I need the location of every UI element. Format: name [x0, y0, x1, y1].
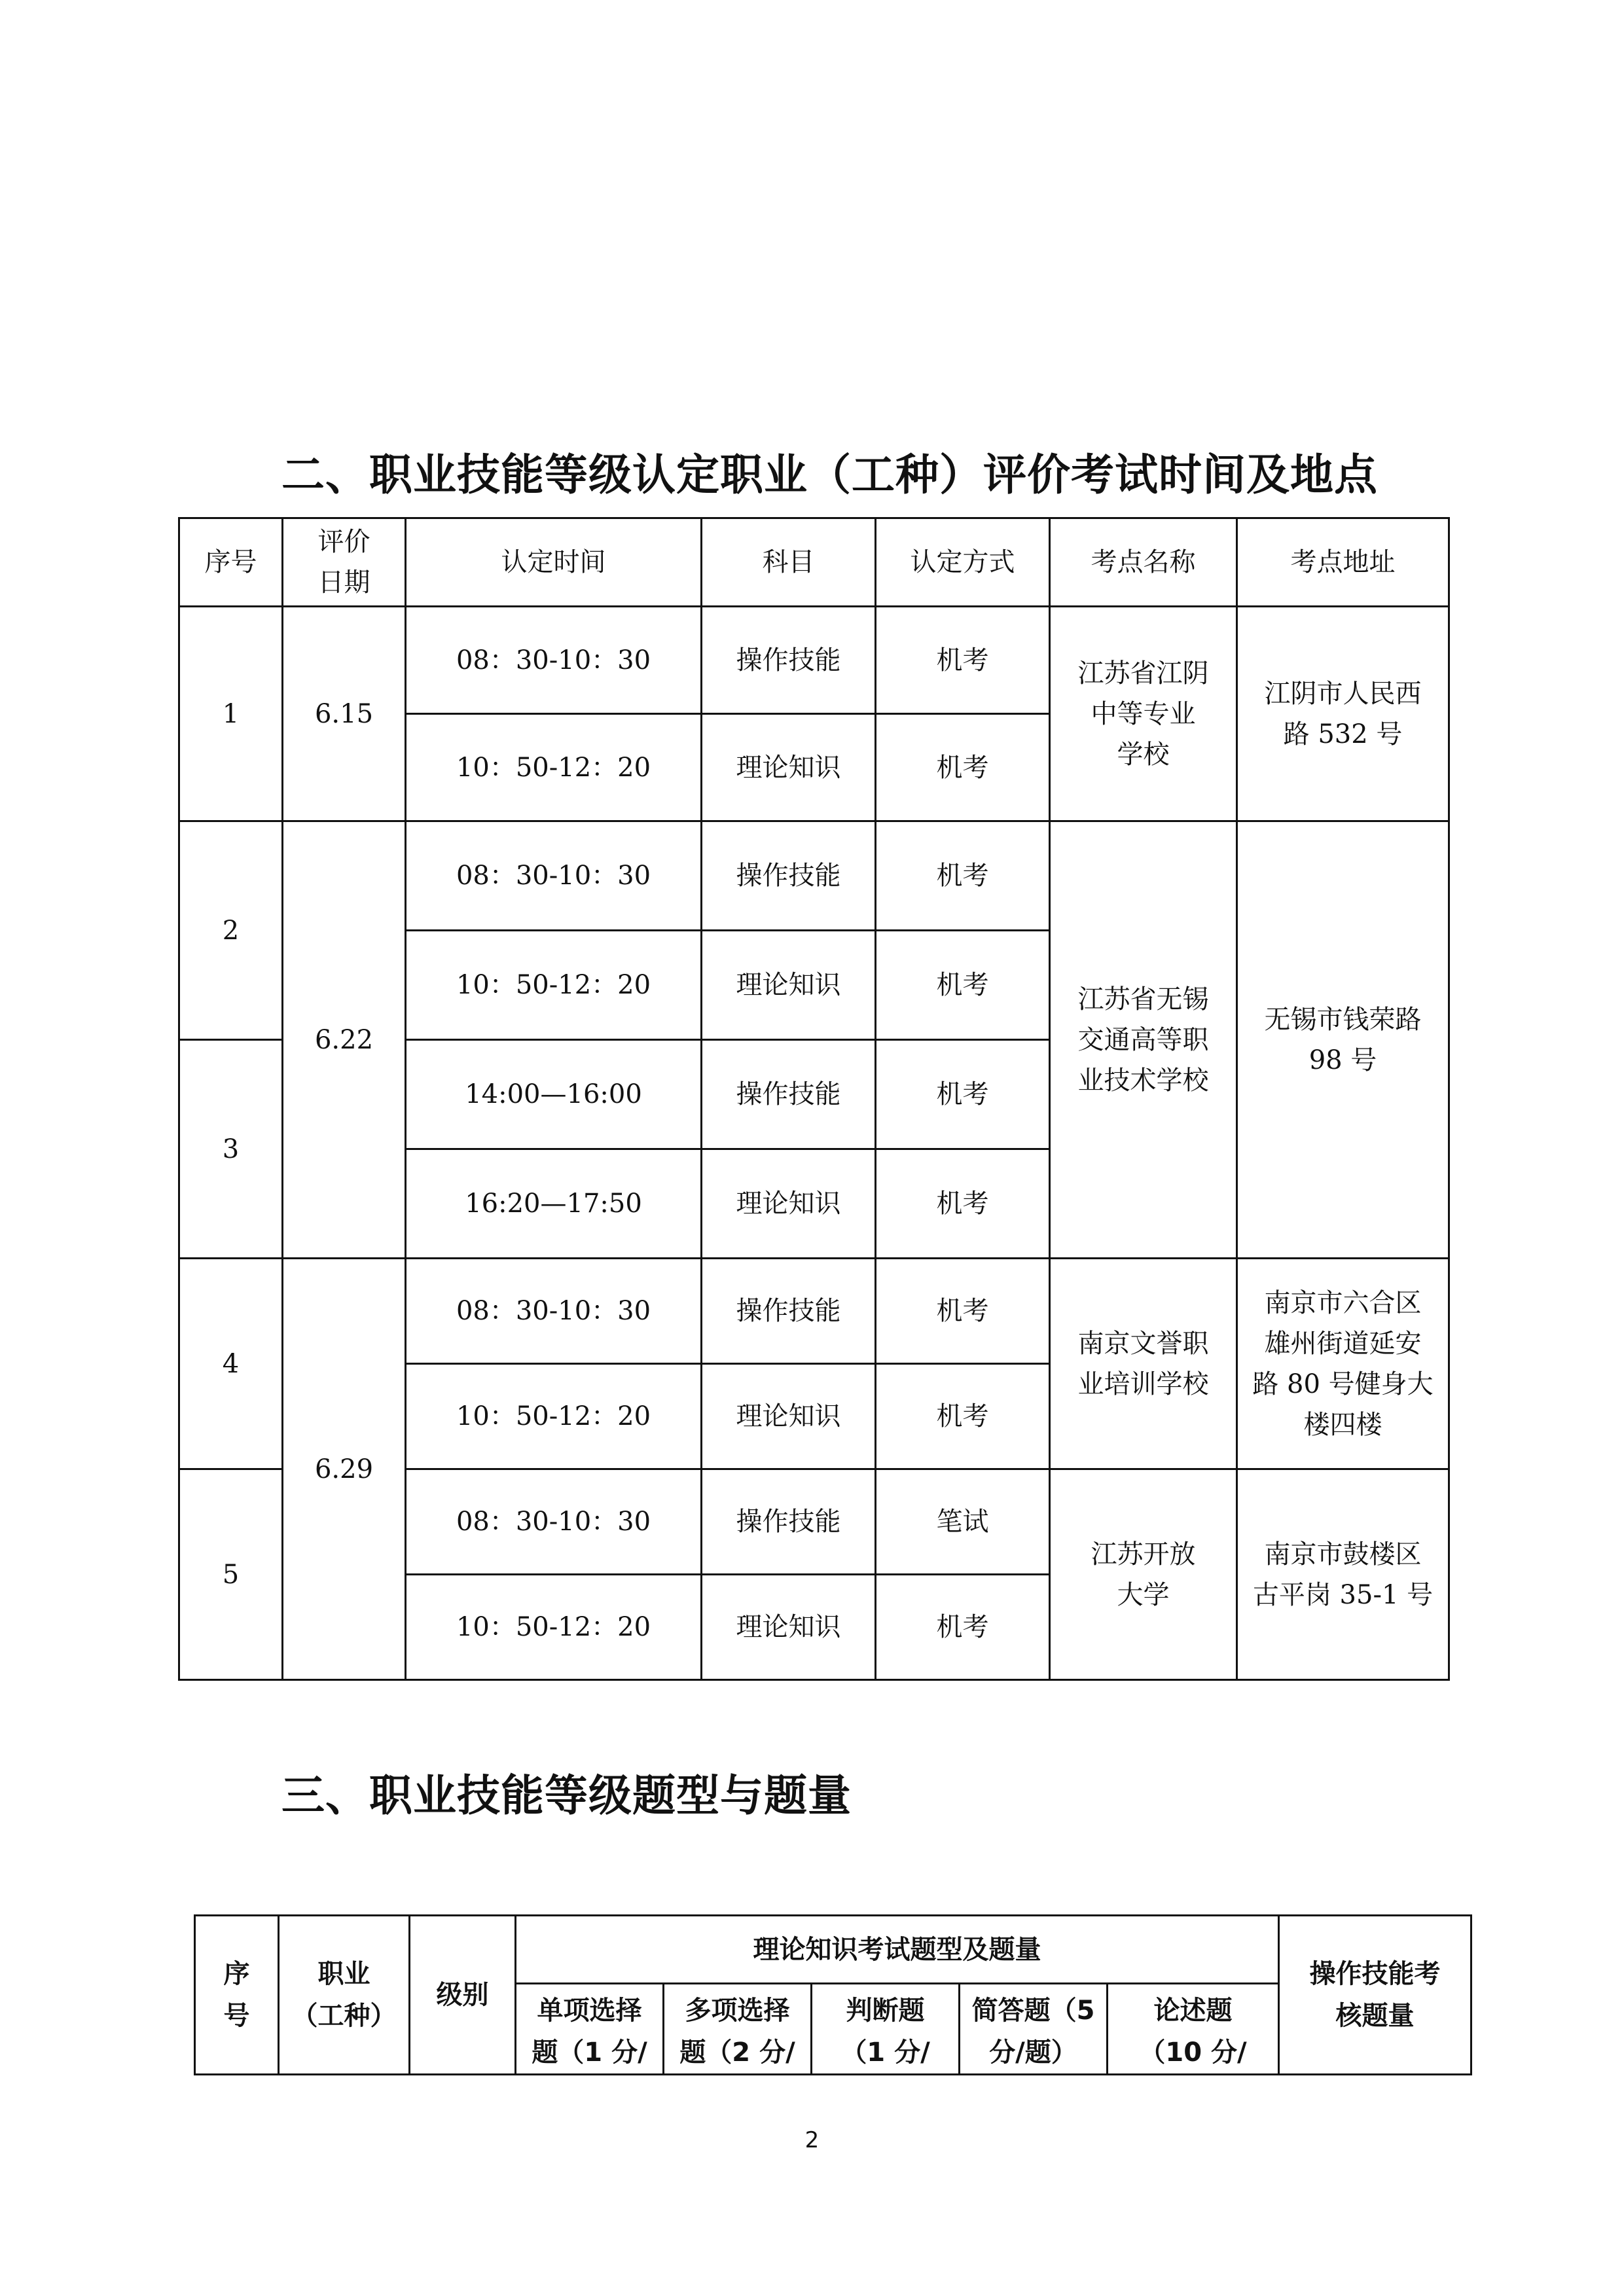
header-time: 认定时间 [406, 518, 702, 607]
seq-cell: 4 [179, 1259, 283, 1469]
seq-cell: 3 [179, 1040, 283, 1259]
subject-cell: 操作技能 [702, 1469, 876, 1575]
subject-cell: 理论知识 [702, 714, 876, 821]
seq-cell: 1 [179, 607, 283, 821]
header-short-answer: 简答题（5 分/题） [960, 1984, 1108, 2075]
header-true-false: 判断题 （1 分/ [812, 1984, 960, 2075]
header-subject: 科目 [702, 518, 876, 607]
mode-cell: 机考 [876, 931, 1050, 1040]
venue-name-cell: 江苏省江阴 中等专业 学校 [1050, 607, 1237, 821]
header-level: 级别 [410, 1916, 516, 2075]
mode-cell: 机考 [876, 714, 1050, 821]
section-2-title: 二、职业技能等级认定职业（工种）评价考试时间及地点 [281, 450, 1378, 500]
time-cell: 08：30-10：30 [406, 1469, 702, 1575]
subject-cell: 理论知识 [702, 1149, 876, 1259]
venue-address-cell: 无锡市钱荣路 98 号 [1237, 821, 1449, 1259]
time-cell: 10：50-12：20 [406, 1575, 702, 1680]
header-single-choice: 单项选择 题（1 分/ [516, 1984, 664, 2075]
header-mode: 认定方式 [876, 518, 1050, 607]
venue-name-cell: 江苏开放 大学 [1050, 1469, 1237, 1680]
date-cell: 6.15 [283, 607, 406, 821]
time-cell: 10：50-12：20 [406, 714, 702, 821]
header-venue-address: 考点地址 [1237, 518, 1449, 607]
subject-cell: 操作技能 [702, 1259, 876, 1364]
section-3-title: 三、职业技能等级题型与题量 [281, 1770, 852, 1821]
subject-cell: 操作技能 [702, 1040, 876, 1149]
venue-address-cell: 南京市鼓楼区 古平岗 35-1 号 [1237, 1469, 1449, 1680]
time-cell: 10：50-12：20 [406, 931, 702, 1040]
table-row [179, 1259, 1449, 1364]
venue-name-cell: 江苏省无锡 交通高等职 业技术学校 [1050, 821, 1237, 1259]
seq-cell: 2 [179, 821, 283, 1040]
subject-cell: 理论知识 [702, 1364, 876, 1469]
header-theory: 理论知识考试题型及题量 [516, 1916, 1279, 1984]
header-practice: 操作技能考 核题量 [1279, 1916, 1471, 2075]
time-cell: 08：30-10：30 [406, 607, 702, 714]
mode-cell: 机考 [876, 1364, 1050, 1469]
time-cell: 10：50-12：20 [406, 1364, 702, 1469]
date-cell: 6.29 [283, 1259, 406, 1680]
subject-cell: 理论知识 [702, 1575, 876, 1680]
table-row [179, 821, 1449, 931]
time-cell: 16:20—17:50 [406, 1149, 702, 1259]
header-venue-name: 考点名称 [1050, 518, 1237, 607]
page-number: 2 [804, 2127, 820, 2153]
mode-cell: 机考 [876, 1149, 1050, 1259]
time-cell: 14:00—16:00 [406, 1040, 702, 1149]
question-types-table [194, 1914, 1472, 2075]
question-header-row [195, 1916, 1471, 1984]
subject-cell: 操作技能 [702, 821, 876, 931]
header-date: 评价 日期 [283, 518, 406, 607]
header-multi-choice: 多项选择 题（2 分/ [664, 1984, 812, 2075]
header-essay: 论述题 （10 分/ [1108, 1984, 1279, 2075]
exam-schedule-table [178, 517, 1450, 1681]
table-row [179, 607, 1449, 714]
mode-cell: 机考 [876, 1259, 1050, 1364]
mode-cell: 机考 [876, 821, 1050, 931]
header-seq: 序 号 [195, 1916, 279, 2075]
seq-cell: 5 [179, 1469, 283, 1680]
time-cell: 08：30-10：30 [406, 821, 702, 931]
mode-cell: 机考 [876, 1040, 1050, 1149]
subject-cell: 操作技能 [702, 607, 876, 714]
mode-cell: 机考 [876, 607, 1050, 714]
header-seq: 序号 [179, 518, 283, 607]
time-cell: 08：30-10：30 [406, 1259, 702, 1364]
venue-address-cell: 江阴市人民西 路 532 号 [1237, 607, 1449, 821]
venue-name-cell: 南京文誉职 业培训学校 [1050, 1259, 1237, 1469]
venue-address-cell: 南京市六合区 雄州街道延安 路 80 号健身大 楼四楼 [1237, 1259, 1449, 1469]
date-cell: 6.22 [283, 821, 406, 1259]
subject-cell: 理论知识 [702, 931, 876, 1040]
table-header-row [179, 518, 1449, 607]
header-job: 职业 （工种） [279, 1916, 410, 2075]
mode-cell: 机考 [876, 1575, 1050, 1680]
mode-cell: 笔试 [876, 1469, 1050, 1575]
